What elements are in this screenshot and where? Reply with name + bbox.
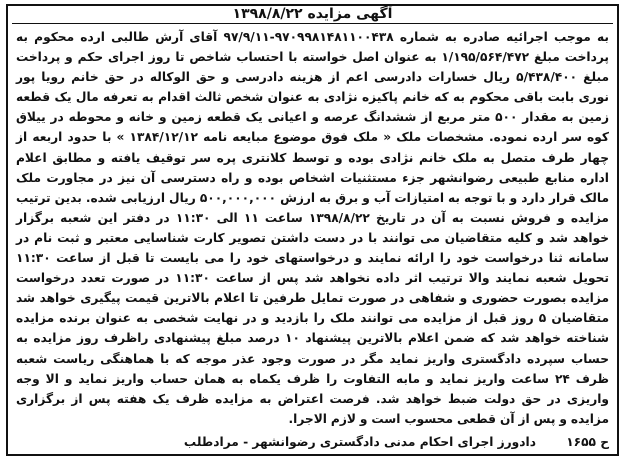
notice-signature: دادورز اجرای احکام مدنی دادگستری رضوانشهر - مرادطلب xyxy=(183,435,536,449)
notice-footer xyxy=(16,433,609,451)
auction-notice xyxy=(6,4,619,456)
notice-body: به موجب اجرائیه صادره به شماره ۹۷۰۹۹۸۱۴۸۱۱۰۰۴۳۸-۹۷/۹/۱۱ آقای آرش طالبی ارده محکوم به پرداخت مبلغ ۱/۱۹۵/۵۶۴/۴۷۲ به عنوان اصل خواسته با احتساب شاخص تا روز اجرای حکم و پرداخت مبلغ ۵/۴۳۸/۴۰۰ ریال خسارات دادرسی اعم از هزینه دادرسی و حق الوکاله در حق خانم رویا پور نوری بابت باقی محکوم به که خانم پاکیزه نژادی به عنوان شخص ثالث اقدام به تعرفه مال یک قطعه زمین به مقدار ۵۰۰ متر مربع از ششدانگ عرصه و اعیانی یک قطعه زمین و خانه و محوطه در ییلاق کوه سر ارده نموده. مشخصات ملک « ملک فوق موضوع مبایعه نامه ۱۳۸۴/۱۲/۱۲ » با حدود اربعه از چهار طرف متصل به ملک خانم نژادی بوده و توسط کلانتری پره سر توقیف یافته و مطابق اعلام اداره منابع طبیعی رضوانشهر جزء مستثنیات اشخاص بوده و راه دسترسی آن نیز در مجاورت ملک مالک قرار دارد و با توجه به امتیازات آب و برق به ارزش ۵۰۰,۰۰۰,۰۰۰ ریال ارزیابی شده. بدین ترتیب مزایده و فروش نسبت به آن در تاریخ ۱۳۹۸/۸/۲۲ ساعت ۱۱ الی ۱۱:۳۰ در دفتر این شعبه برگزار خواهد شد و کلیه متقاضیان می توانند با در دست داشتن تصویر کارت شناسایی معتبر و ثبت نام در سامانه ثنا درخواست خود را ارائه نمایند و درخواستهای خود را می بایست تا قبل از ساعت ۱۱:۳۰ تحویل شعبه نمایند والا ترتیب اثر داده نخواهد شد پس از ساعت ۱۱:۳۰ در صورت تعدد درخواست مزایده بصورت حضوری و شفاهی در صورت تمایل طرفین تا اعلام بالاترین قیمت پیگیری خواهد شد متقاضیان ۵ روز قبل از مزایده می توانند ملک را بازدید و در نهایت شخصی به عنوان برنده مزایده شناخته خواهد شد که ضمن اعلام بالاترین پیشنهاد ۱۰ درصد مبلغ پیشنهادی راظرف روز مزایده به حساب سپرده دادگستری واریز نماید مگر در صورت وجود عذر موجه که با هماهنگی ریاست شعبه ظرف ۲۴ ساعت واریز نماید و مابه التفاوت را ظرف یکماه به همان حساب واریز نماید و الا وجه واریزی در حق دولت ضبط خواهد شد. فرصت اعتراض به مزایده ظرف یک هفته پس از برگزاری مزایده و پس از آن قطعی محسوب است و لازم الاجرا. xyxy=(16,30,610,426)
notice-code: ح ۱۶۵۵ xyxy=(566,435,609,449)
notice-title: آگهی مزایده ۱۳۹۸/۸/۲۲ xyxy=(12,6,613,24)
